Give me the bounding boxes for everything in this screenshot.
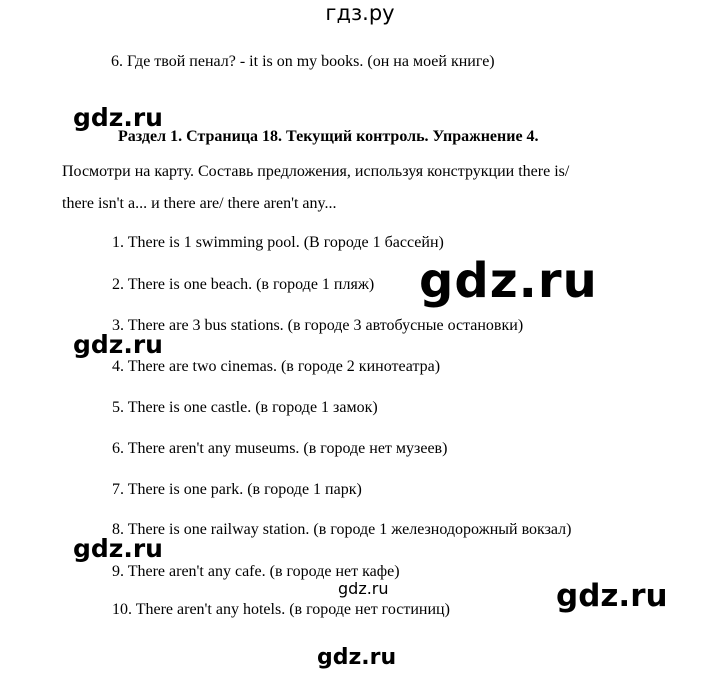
watermark: gdz.ru	[556, 578, 668, 614]
answer-item-3: 3. There are 3 bus stations. (в городе 3 автобусные остановки)	[112, 317, 524, 334]
answer-item-8: 8. There is one railway station. (в городе 1 железнодорожный вокзал)	[112, 521, 572, 538]
answer-item-9: 9. There aren't any cafe. (в городе нет кафе)	[112, 563, 400, 580]
answer-item-6: 6. There aren't any museums. (в городе нет музеев)	[112, 440, 448, 457]
answer-item-1: 1. There is 1 swimming pool. (В городе 1 бассейн)	[112, 234, 444, 251]
watermark: gdz.ru	[73, 534, 163, 563]
answer-item-4: 4. There are two cinemas. (в городе 2 кинотеатра)	[112, 358, 441, 375]
watermark: gdz.ru	[338, 579, 389, 598]
watermark: gdz.ru	[73, 103, 163, 132]
answer-item-5: 5. There is one castle. (в городе 1 замок)	[112, 399, 378, 416]
previous-exercise-item: 6. Где твой пенал? - it is on my books. (он на моей книге)	[111, 53, 495, 70]
watermark: gdz.ru	[419, 253, 598, 309]
answer-item-2: 2. There is one beach. (в городе 1 пляж)	[112, 276, 375, 293]
instruction-line-1: Посмотри на карту. Составь предложения, используя конструкции there is/	[62, 163, 570, 180]
watermark: gdz.ru	[317, 645, 397, 670]
instruction-line-2: there isn't a... и there are/ there aren't any...	[62, 195, 337, 212]
site-title: гдз.ру	[325, 1, 395, 25]
answer-item-7: 7. There is one park. (в городе 1 парк)	[112, 481, 362, 498]
watermark: gdz.ru	[73, 330, 163, 359]
section-heading: Раздел 1. Страница 18. Текущий контроль. Упражнение 4.	[118, 128, 539, 145]
answer-item-10: 10. There aren't any hotels. (в городе нет гостиниц)	[112, 601, 450, 618]
